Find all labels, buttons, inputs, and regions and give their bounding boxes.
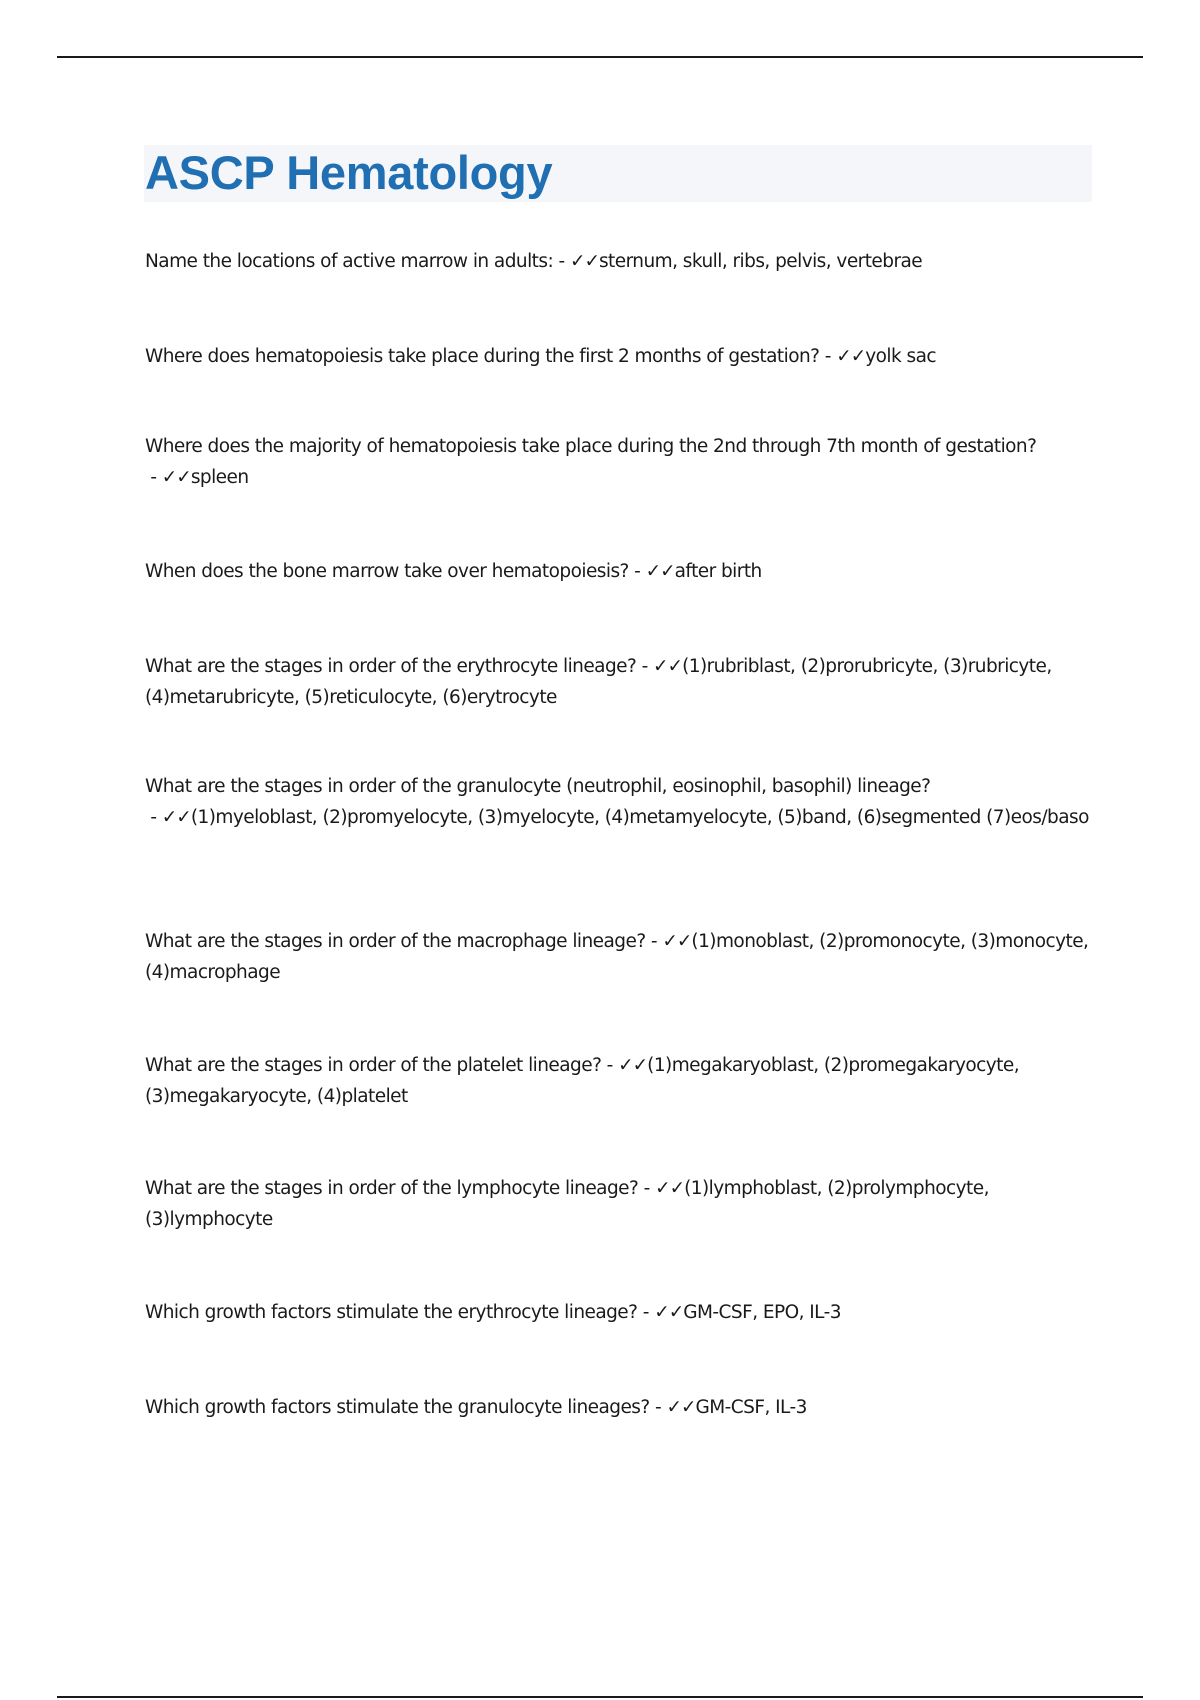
qa-item — [145, 246, 1100, 277]
answer-text: GM-CSF, EPO, IL-3 — [683, 1302, 841, 1323]
separator: - — [601, 1055, 619, 1076]
separator: - — [636, 656, 654, 677]
question-text: What are the stages in order of the erythrocyte lineage? — [145, 656, 637, 677]
question-text: Where does the majority of hematopoiesis take place during the 2nd through 7th month of gestation? — [145, 436, 1037, 457]
double-check-icon: ✓✓ — [653, 656, 683, 677]
separator: - — [649, 1397, 667, 1418]
answer-text: (1)myeloblast, (2)promyelocyte, (3)myelocyte, (4)metamyelocyte, (5)band, (6)segmented (7)eos/baso — [190, 807, 1089, 828]
document-title: ASCP Hematology — [145, 146, 553, 199]
double-check-icon: ✓✓ — [645, 561, 675, 582]
qa-item — [145, 1297, 1100, 1328]
separator: - — [628, 561, 646, 582]
qa-item — [145, 1392, 1100, 1423]
question-text: Which growth factors stimulate the granulocyte lineages? — [145, 1397, 650, 1418]
question-text: Which growth factors stimulate the erythrocyte lineage? — [145, 1302, 638, 1323]
double-check-icon: ✓✓ — [662, 931, 692, 952]
answer-text: (1)rubriblast, (2)prorubricyte, (3)rubricyte, (4)metarubricyte, (5)reticulocyte, (6)erytrocyte — [145, 656, 1052, 708]
double-check-icon: ✓✓ — [569, 251, 599, 272]
qa-item — [145, 1050, 1100, 1112]
bottom-rule — [57, 1696, 1143, 1698]
qa-item — [145, 926, 1100, 988]
double-check-icon: ✓✓ — [654, 1302, 684, 1323]
answer-text: sternum, skull, ribs, pelvis, vertebrae — [598, 251, 923, 272]
qa-item — [145, 556, 1100, 587]
double-check-icon: ✓✓ — [666, 1397, 696, 1418]
qa-item — [145, 651, 1100, 713]
qa-item — [145, 431, 1100, 493]
separator: - — [637, 1302, 655, 1323]
separator: - — [145, 467, 162, 488]
double-check-icon: ✓✓ — [161, 807, 191, 828]
qa-item — [145, 341, 1100, 372]
qa-item — [145, 771, 1100, 833]
answer-text: (1)monoblast, (2)promonocyte, (3)monocyte, (4)macrophage — [145, 931, 1089, 983]
separator: - — [645, 931, 663, 952]
separator: - — [553, 251, 570, 272]
double-check-icon: ✓✓ — [618, 1055, 648, 1076]
qa-item — [145, 1173, 1100, 1235]
question-text: When does the bone marrow take over hematopoiesis? — [145, 561, 629, 582]
answer-text: after birth — [674, 561, 762, 582]
question-text: What are the stages in order of the lymphocyte lineage? — [145, 1178, 639, 1199]
double-check-icon: ✓✓ — [655, 1178, 685, 1199]
answer-text: GM-CSF, IL-3 — [695, 1397, 807, 1418]
answer-text: yolk sac — [865, 346, 936, 367]
double-check-icon: ✓✓ — [161, 467, 191, 488]
question-text: What are the stages in order of the platelet lineage? — [145, 1055, 602, 1076]
question-text: What are the stages in order of the macrophage lineage? — [145, 931, 646, 952]
answer-text: (1)megakaryoblast, (2)promegakaryocyte, (3)megakaryocyte, (4)platelet — [145, 1055, 1020, 1107]
answer-text: spleen — [190, 467, 249, 488]
answer-text: (1)lymphoblast, (2)prolymphocyte, (3)lymphocyte — [145, 1178, 989, 1230]
separator: - — [638, 1178, 656, 1199]
double-check-icon: ✓✓ — [836, 346, 866, 367]
separator: - — [819, 346, 837, 367]
separator: - — [145, 807, 162, 828]
question-text: Where does hematopoiesis take place during the first 2 months of gestation? — [145, 346, 820, 367]
top-rule — [57, 56, 1143, 58]
question-text: Name the locations of active marrow in adults: — [145, 251, 554, 272]
question-text: What are the stages in order of the granulocyte (neutrophil, eosinophil, basophil) lineage? — [145, 776, 931, 797]
